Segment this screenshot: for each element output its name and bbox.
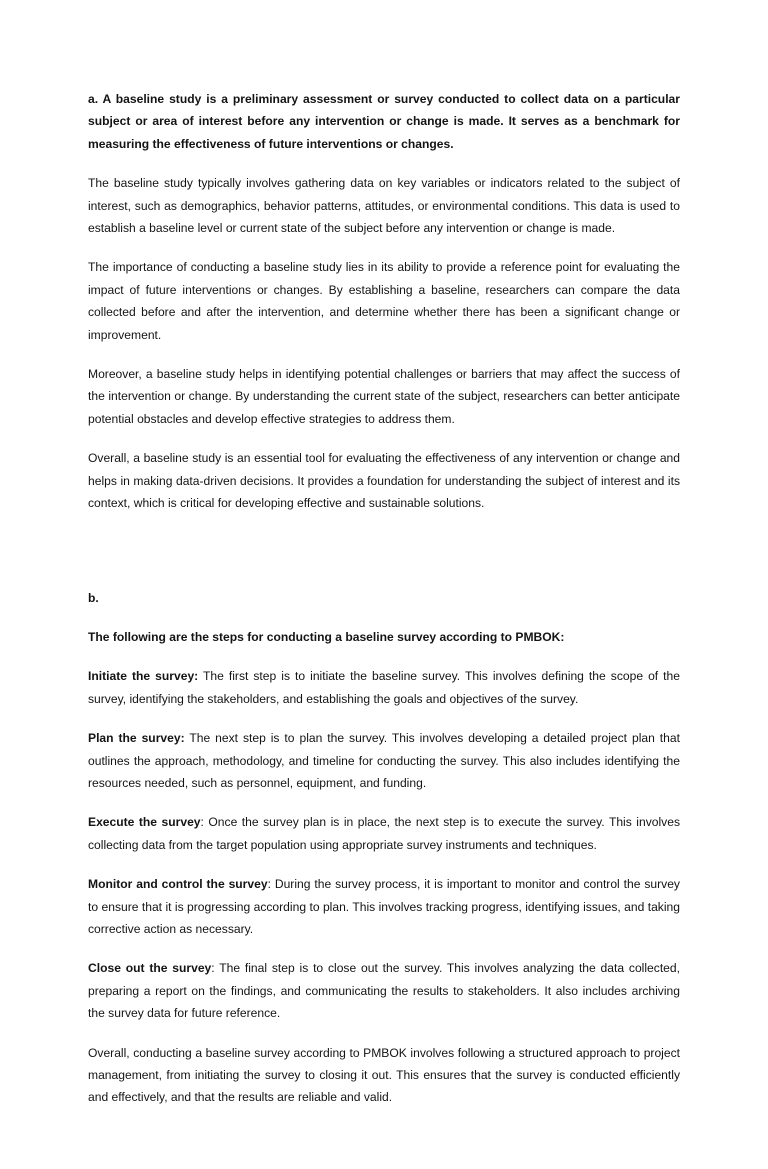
- section-a-paragraph-2: The importance of conducting a baseline study lies in its ability to provide a reference point for evaluating the impact of future interventions or changes. By establishing a baseline, researchers can compare the data collected before and after the intervention, and determine whether there has been a significant change or improvement.: [88, 260, 680, 342]
- section-divider-space: [88, 515, 680, 587]
- section-a-paragraph-1: The baseline study typically involves gathering data on key variables or indicators related to the subject of interest, such as demographics, behavior patterns, attitudes, or environmental conditions. This data is used to establish a baseline level or current state of the subject before any intervention or change is made.: [88, 176, 680, 236]
- section-a-paragraph-4: Overall, a baseline study is an essential tool for evaluating the effectiveness of any intervention or change and helps in making data-driven decisions. It provides a foundation for understanding the subject of interest and its context, which is critical for developing effective and sustainable solutions.: [88, 451, 680, 511]
- step-text-plan: The next step is to plan the survey. This involves developing a detailed project plan that outlines the approach, methodology, and timeline for conducting the survey. This also includes identifying the resources needed, such as personnel, equipment, and funding.: [88, 731, 680, 790]
- section-a-paragraph-3: Moreover, a baseline study helps in identifying potential challenges or barriers that may affect the success of the intervention or change. By understanding the current state of the subject, researchers can better anticipate potential obstacles and develop effective strategies to address them.: [88, 367, 680, 426]
- section-b-closing-paragraph: Overall, conducting a baseline survey according to PMBOK involves following a structured approach to project management, from initiating the survey to closing it out. This ensures that the survey is conducted efficiently and effectively, and that the results are reliable and valid.: [88, 1045, 680, 1105]
- step-term-initiate: Initiate the survey:: [88, 669, 199, 684]
- step-text-monitor: : During the survey process, it is important to monitor and control the survey to ensure that it is progressing according to plan. This involves tracking progress, identifying issues, and taking corrective action as necessary.: [88, 877, 680, 936]
- step-monitor-and-control-the-survey: [88, 873, 680, 940]
- section-b-subheading: The following are the steps for conducting a baseline survey according to PMBOK:: [88, 629, 565, 644]
- step-text-execute: : Once the survey plan is in place, the next step is to execute the survey. This involves collecting data from the target population using appropriate survey instruments and techniques.: [88, 815, 680, 852]
- step-term-monitor: Monitor and control the survey: [88, 877, 268, 892]
- section-b-label: b.: [88, 590, 99, 605]
- step-term-close: Close out the survey: [88, 961, 212, 976]
- step-close-out-the-survey: [88, 957, 680, 1024]
- step-initiate-the-survey: [88, 665, 680, 710]
- step-term-plan: Plan the survey:: [88, 731, 185, 746]
- step-text-initiate: The first step is to initiate the baseline survey. This involves defining the scope of the survey, identifying the stakeholders, and establishing the goals and objectives of the survey.: [88, 669, 680, 706]
- section-a-heading: a. A baseline study is a preliminary assessment or survey conducted to collect data on a particular subject or area of interest before any intervention or change is made. It serves as a benchmark for measuring the effectiveness of future interventions or changes.: [88, 92, 680, 151]
- document-body: [88, 88, 680, 1169]
- step-plan-the-survey: [88, 727, 680, 794]
- step-execute-the-survey: [88, 811, 680, 856]
- page-bottom-space: [88, 1109, 680, 1169]
- step-text-close: : The final step is to close out the survey. This involves analyzing the data collected, preparing a report on the findings, and communicating the results to stakeholders. It also includes archiving the survey data for future reference.: [88, 961, 680, 1021]
- step-term-execute: Execute the survey: [88, 815, 201, 830]
